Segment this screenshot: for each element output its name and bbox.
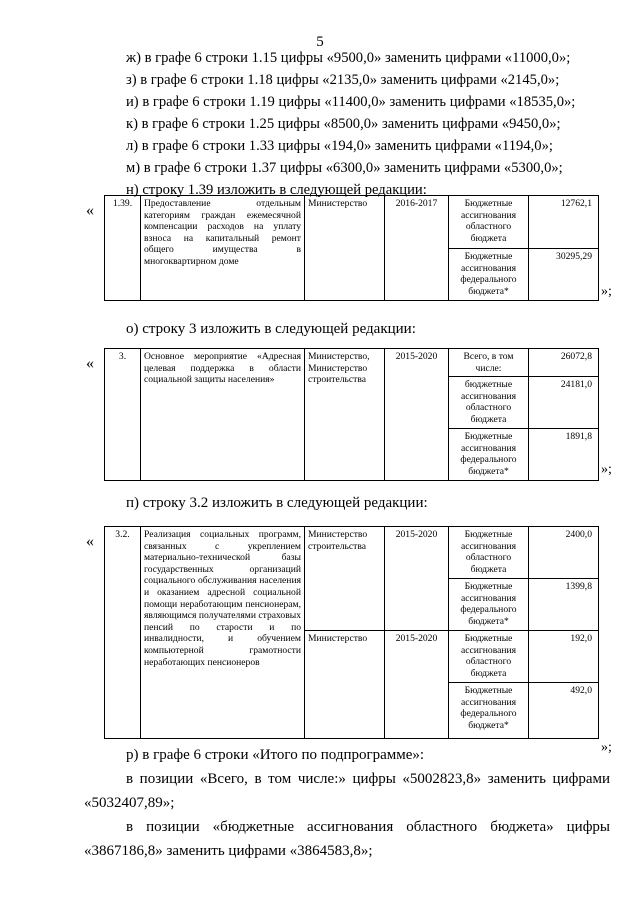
position-1-line-1: в позиции «Всего, в том числе:» цифры «5002823,8» заменить цифрами (126, 771, 610, 787)
funding-value: 30295,29 (529, 249, 599, 301)
funding-value: 26072,8 (529, 349, 599, 377)
table-row-3-2 (104, 526, 599, 739)
funding-source: Бюджетные ассигнования областного бюджета (449, 631, 529, 683)
amendment-k: к) в графе 6 строки 1.25 цифры «8500,0» заменить цифрами «9450,0»; (126, 116, 561, 132)
amendment-n: н) строку 1.39 изложить в следующей редакции: (126, 182, 427, 198)
funding-source: Бюджетные ассигнования федерального бюджета* (449, 579, 529, 631)
amendment-l: л) в графе 6 строки 1.33 цифры «194,0» заменить цифрами «1194,0»; (126, 138, 553, 154)
row-executor: Министерство строительства (305, 527, 385, 631)
amendment-z: з) в графе 6 строки 1.18 цифры «2135,0» заменить цифрами «2145,0»; (126, 72, 560, 88)
row-number: 3. (105, 349, 141, 481)
funding-value: 24181,0 (529, 377, 599, 429)
row-number: 3.2. (105, 527, 141, 739)
row-number: 1.39. (105, 196, 141, 301)
row-executor: Министерство, Министерство строительства (305, 349, 385, 481)
row-period: 2016-2017 (385, 196, 449, 301)
funding-value: 492,0 (529, 683, 599, 739)
row-executor: Министерство (305, 631, 385, 739)
section-o: о) строку 3 изложить в следующей редакции: (126, 321, 416, 337)
row-description: Основное мероприятие «Адресная целевая поддержка в области социальной защиты населения» (141, 349, 305, 481)
quote-close-3: »; (601, 740, 612, 755)
amendment-zh: ж) в графе 6 строки 1.15 цифры «9500,0» заменить цифрами «11000,0»; (126, 50, 571, 66)
amendment-i: и) в графе 6 строки 1.19 цифры «11400,0» заменить цифрами «18535,0»; (126, 94, 576, 110)
quote-open-2: « (86, 355, 94, 372)
table-row-1-39 (104, 195, 599, 301)
funding-source: бюджетные ассигнования областного бюджета (449, 377, 529, 429)
funding-source: Бюджетные ассигнования федерального бюджета* (449, 683, 529, 739)
quote-open-3: « (86, 533, 94, 550)
funding-value: 1891,8 (529, 429, 599, 481)
row-period: 2015-2020 (385, 349, 449, 481)
funding-source: Бюджетные ассигнования областного бюджета (449, 196, 529, 249)
row-period: 2015-2020 (385, 631, 449, 739)
funding-value: 12762,1 (529, 196, 599, 249)
amendment-m: м) в графе 6 строки 1.37 цифры «6300,0» заменить цифрами «5300,0»; (126, 160, 563, 176)
page-number: 5 (316, 34, 324, 50)
funding-value: 1399,8 (529, 579, 599, 631)
funding-value: 192,0 (529, 631, 599, 683)
position-2-line-1: в позиции «бюджетные ассигнования областного бюджета» цифры (126, 819, 610, 835)
quote-open-1: « (86, 202, 94, 219)
position-1-line-2: «5032407,89»; (84, 795, 175, 811)
funding-source: Бюджетные ассигнования федерального бюджета* (449, 429, 529, 481)
row-description: Предоставление отдельным категориям граждан ежемесячной компенсации расходов на уплату взноса на капитальный ремонт общего имущества в многоквартирном доме (141, 196, 305, 301)
table-row-3 (104, 348, 599, 481)
quote-close-2: »; (601, 462, 612, 477)
funding-source: Бюджетные ассигнования областного бюджета (449, 527, 529, 579)
section-p: п) строку 3.2 изложить в следующей редакции: (126, 495, 428, 511)
section-r: р) в графе 6 строки «Итого по подпрограмме»: (126, 747, 425, 763)
row-executor: Министерство (305, 196, 385, 301)
row-description: Реализация социальных программ, связанных с укреплением материально-технической базы государственных организаций социального обслуживания населения и оказанием адресной социальной помощи неработающим пенсионерам, являющимся получателями страховых пенсий по старости и по инвалидности, и обучением компьютерной грамотности неработающих пенсионеров (141, 527, 305, 739)
position-2-line-2: «3867186,8» заменить цифрами «3864583,8»; (84, 843, 373, 859)
quote-close-1: »; (601, 284, 612, 299)
funding-source: Бюджетные ассигнования федерального бюджета* (449, 249, 529, 301)
funding-source: Всего, в том числе: (449, 349, 529, 377)
row-period: 2015-2020 (385, 527, 449, 631)
funding-value: 2400,0 (529, 527, 599, 579)
